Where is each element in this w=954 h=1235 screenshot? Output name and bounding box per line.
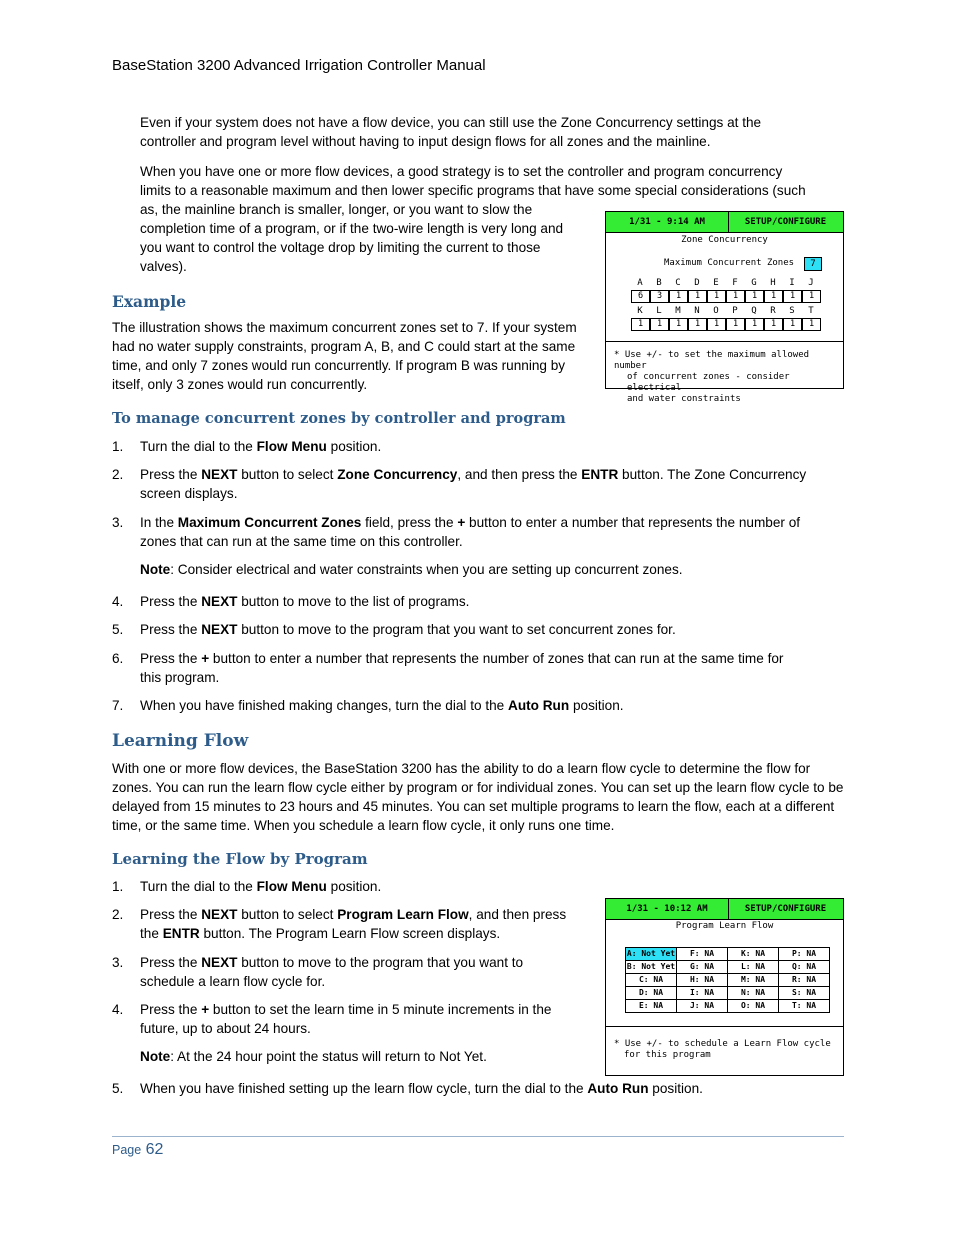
manage-step-5: Press the NEXT button to move to the program that you want to set concurrent zones for.: [140, 622, 676, 637]
program-concurrency-value[interactable]: 1: [745, 318, 764, 331]
learn-step-3: Press the NEXT button to move to the program that you want to: [140, 955, 524, 970]
intro-paragraph-2-rest: as, the mainline branch is smaller, longer, or you want to slow the completion time of a program, or if the two-wire length is very long and you want to control the voltage drop by limiting the current to those valves).: [140, 202, 564, 274]
program-learn-flow-cell[interactable]: A: Not Yet: [625, 947, 677, 961]
program-learn-flow-cell[interactable]: R: NA: [778, 973, 830, 987]
manage-step-7: When you have finished making changes, turn the dial to the Auto Run position.: [140, 698, 624, 713]
learn-step-2: Press the NEXT button to select Program Learn Flow, and then press: [140, 907, 567, 922]
document-title: BaseStation 3200 Advanced Irrigation Controller Manual: [112, 57, 486, 74]
page-label: Page: [112, 1143, 142, 1157]
program-letter: M: [675, 306, 681, 316]
step-number: 7.: [112, 698, 124, 713]
program-letter: B: [656, 278, 662, 288]
max-concurrent-zones-value[interactable]: 7: [804, 257, 822, 271]
step-number: 4.: [112, 594, 124, 609]
manage-step-3: In the Maximum Concurrent Zones field, press the + button to enter a number that represents the number of: [140, 515, 801, 530]
program-learn-flow-cell[interactable]: L: NA: [727, 960, 779, 974]
program-learn-flow-cell[interactable]: E: NA: [625, 999, 677, 1013]
manage-step-2-line-2: screen displays.: [140, 486, 238, 501]
program-learn-flow-cell[interactable]: B: Not Yet: [625, 960, 677, 974]
screen-help-text: [614, 1039, 837, 1061]
program-learn-flow-cell[interactable]: O: NA: [727, 999, 779, 1013]
learn-step-2-line-2: the ENTR button. The Program Learn Flow screen displays.: [140, 926, 501, 941]
help-line: * Use +/- to set the maximum allowed number: [614, 350, 810, 371]
program-concurrency-value[interactable]: 1: [707, 290, 726, 303]
help-line: * Use +/- to schedule a Learn Flow cycle: [614, 1039, 831, 1049]
footer-rule: [112, 1136, 844, 1137]
program-learn-flow-cell[interactable]: S: NA: [778, 986, 830, 1000]
program-learn-flow-cell[interactable]: D: NA: [625, 986, 677, 1000]
intro-paragraph-2-line-2: limits to a reasonable maximum and then lower specific programs that have some special considerations (such: [140, 183, 806, 198]
screen-time: 1/31 - 9:14 AM: [606, 212, 729, 232]
program-letter: P: [732, 306, 738, 316]
example-paragraph: The illustration shows the maximum concurrent zones set to 7. If your system had no water supply constraints, program A, B, and C could start at the same time, and only 7 zones would run concurrently. If program B was running by itself, only 3 zones would run concurrently.: [112, 320, 577, 392]
learning-by-program-heading: Learning the Flow by Program: [112, 850, 368, 868]
screen-divider: [606, 341, 843, 342]
manage-step-2: Press the NEXT button to select Zone Concurrency, and then press the ENTR button. The Zone Concurrency: [140, 467, 807, 482]
manage-heading: To manage concurrent zones by controller and program: [112, 410, 566, 427]
program-letter: I: [789, 278, 795, 288]
program-concurrency-value[interactable]: 1: [726, 318, 745, 331]
program-letter: E: [713, 278, 719, 288]
program-letter: A: [637, 278, 643, 288]
manage-step-3-line-2: zones that can run at the same time on this controller.: [140, 534, 463, 549]
program-letter: Q: [751, 306, 757, 316]
step-number: 2.: [112, 467, 124, 482]
step-number: 5.: [112, 1081, 124, 1096]
program-concurrency-value[interactable]: 1: [707, 318, 726, 331]
help-line: and water constraints: [627, 394, 741, 404]
program-learn-flow-screen: [605, 898, 844, 1076]
program-letter: J: [808, 278, 814, 288]
learn-note: Note: At the 24 hour point the status will return to Not Yet.: [140, 1049, 487, 1064]
max-concurrent-zones-label: Maximum Concurrent Zones: [664, 258, 795, 268]
program-concurrency-value[interactable]: 1: [688, 290, 707, 303]
page-number: 62: [145, 1141, 164, 1158]
learn-step-1: Turn the dial to the Flow Menu position.: [140, 879, 382, 894]
help-line: for this program: [624, 1050, 711, 1060]
program-letter: L: [656, 306, 662, 316]
program-learn-flow-cell[interactable]: M: NA: [727, 973, 779, 987]
program-learn-flow-cell[interactable]: N: NA: [727, 986, 779, 1000]
manage-step-6-line-2: this program.: [140, 670, 220, 685]
program-learn-flow-cell[interactable]: F: NA: [676, 947, 728, 961]
program-concurrency-value[interactable]: 1: [745, 290, 764, 303]
program-learn-flow-cell[interactable]: K: NA: [727, 947, 779, 961]
program-learn-flow-cell[interactable]: C: NA: [625, 973, 677, 987]
screen-mode: SETUP/CONFIGURE: [744, 217, 827, 227]
program-letter: R: [770, 306, 776, 316]
program-concurrency-value[interactable]: 1: [726, 290, 745, 303]
program-concurrency-value[interactable]: 1: [764, 318, 783, 331]
example-heading: Example: [112, 292, 187, 311]
program-letter: S: [789, 306, 795, 316]
program-letter: T: [808, 306, 814, 316]
program-concurrency-value[interactable]: 1: [669, 290, 688, 303]
screen-title: Program Learn Flow: [675, 921, 774, 931]
screen-mode: SETUP/CONFIGURE: [744, 904, 827, 914]
intro-paragraph-1: Even if your system does not have a flow device, you can still use the Zone Concurrency settings at the controller and program level without having to input design flows for all zones and the mainline.: [140, 115, 762, 149]
program-letter: D: [694, 278, 700, 288]
program-learn-flow-cell[interactable]: P: NA: [778, 947, 830, 961]
learn-step-3-line-2: schedule a learn flow cycle for.: [140, 974, 326, 989]
program-concurrency-value[interactable]: 1: [650, 318, 669, 331]
screen-time: 1/31 - 10:12 AM: [606, 899, 729, 919]
screen-title: Zone Concurrency: [681, 235, 768, 245]
program-letter: H: [770, 278, 776, 288]
step-number: 6.: [112, 651, 124, 666]
manage-note: Note: Consider electrical and water constraints when you are setting up concurrent zones.: [140, 562, 683, 577]
program-concurrency-value[interactable]: 1: [631, 318, 650, 331]
intro-paragraph-2-line-1: When you have one or more flow devices, a good strategy is to set the controller and program concurrency: [140, 164, 783, 179]
step-number: 1.: [112, 439, 124, 454]
page-footer: [112, 1141, 163, 1159]
program-concurrency-value[interactable]: 3: [650, 290, 669, 303]
program-letter: N: [694, 306, 700, 316]
learn-step-4: Press the + button to set the learn time in 5 minute increments in the: [140, 1002, 552, 1017]
manage-step-4: Press the NEXT button to move to the list of programs.: [140, 594, 470, 609]
step-number: 1.: [112, 879, 124, 894]
screen-header-bar: [606, 212, 843, 233]
program-learn-flow-cell[interactable]: I: NA: [676, 986, 728, 1000]
step-number: 5.: [112, 622, 124, 637]
zone-concurrency-screen: [605, 211, 844, 404]
program-letter: C: [675, 278, 681, 288]
program-learn-flow-cell[interactable]: J: NA: [676, 999, 728, 1013]
learning-flow-heading: Learning Flow: [112, 731, 249, 751]
step-number: 4.: [112, 1002, 124, 1017]
step-number: 3.: [112, 515, 124, 530]
program-concurrency-value[interactable]: 1: [783, 318, 802, 331]
program-letter: G: [751, 278, 757, 288]
program-concurrency-value[interactable]: 1: [764, 290, 783, 303]
program-learn-flow-cell[interactable]: Q: NA: [778, 960, 830, 974]
program-letter: O: [713, 306, 719, 316]
program-concurrency-value[interactable]: 6: [631, 290, 650, 303]
screen-divider: [606, 1026, 843, 1027]
program-concurrency-value[interactable]: 1: [783, 290, 802, 303]
step-number: 2.: [112, 907, 124, 922]
program-concurrency-value[interactable]: 1: [802, 318, 821, 331]
learning-flow-paragraph: With one or more flow devices, the BaseStation 3200 has the ability to do a learn flow cycle to determine the flow for zones. You can run the learn flow cycle either by program or for individual zones. You can set up the learn flow cycle to be delayed from 15 minutes to 23 hours and 45 minutes. You can set multiple programs to learn the flow, each at a different time, or the same time. When you schedule a learn flow cycle, it only runs one time.: [112, 761, 844, 833]
program-concurrency-value[interactable]: 1: [669, 318, 688, 331]
program-letter: F: [732, 278, 738, 288]
step-number: 3.: [112, 955, 124, 970]
program-learn-flow-cell[interactable]: H: NA: [676, 973, 728, 987]
screen-header-bar: [606, 899, 843, 920]
program-learn-flow-cell[interactable]: T: NA: [778, 999, 830, 1013]
learn-step-5: When you have finished setting up the learn flow cycle, turn the dial to the Auto Run position.: [140, 1081, 703, 1096]
help-line: of concurrent zones - consider electrical: [627, 372, 790, 393]
program-concurrency-value[interactable]: 1: [688, 318, 707, 331]
manage-step-1: Turn the dial to the Flow Menu position.: [140, 439, 382, 454]
learn-step-4-line-2: future, up to about 24 hours.: [140, 1021, 311, 1036]
program-concurrency-value[interactable]: 1: [802, 290, 821, 303]
program-learn-flow-cell[interactable]: G: NA: [676, 960, 728, 974]
screen-help-text: [614, 350, 837, 405]
program-letter: K: [637, 306, 643, 316]
manage-step-6: Press the + button to enter a number that represents the number of zones that can run at the same time for: [140, 651, 784, 666]
